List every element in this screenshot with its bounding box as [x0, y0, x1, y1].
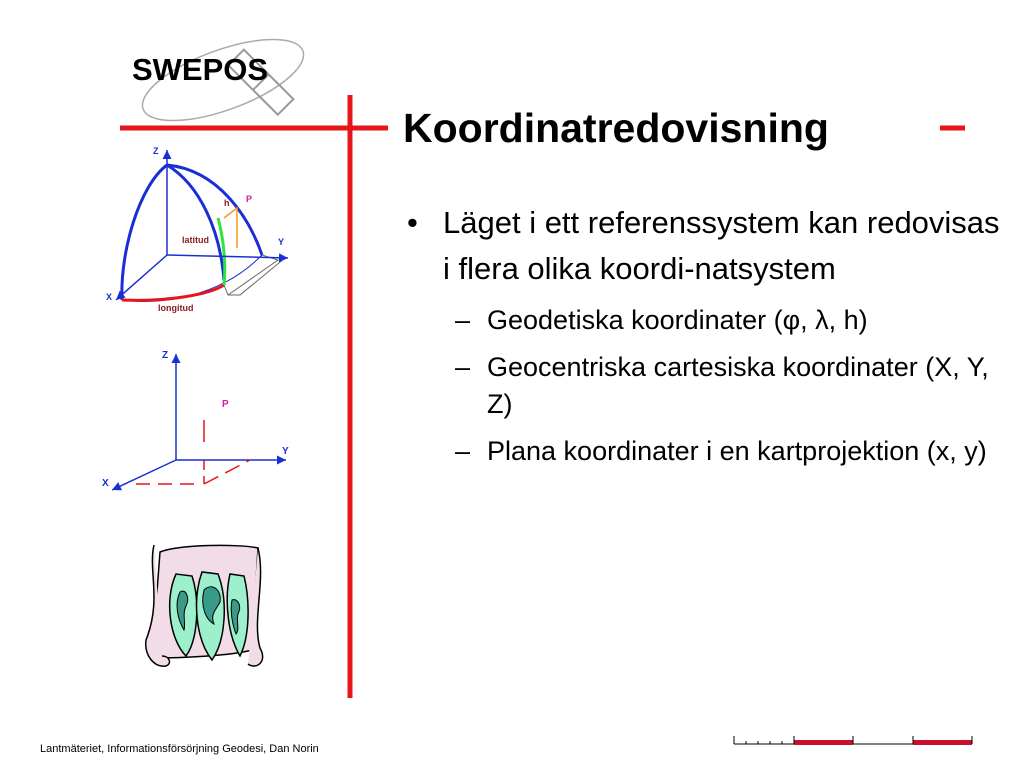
sub-bullet-dash: –	[455, 352, 471, 382]
sub-bullet-text: Geodetiska koordinater (φ, λ, h)	[487, 305, 868, 335]
map-projection-scroll-image	[140, 540, 275, 675]
cartesian-coordinates-diagram	[98, 342, 302, 494]
sub-bullet-geodetic	[403, 302, 1003, 339]
bullet-main	[403, 200, 1003, 292]
bullet-dot: •	[407, 205, 418, 240]
slide-title: Koordinatredovisning	[403, 105, 829, 151]
bullet-list	[403, 200, 1003, 470]
geodetic-h-label: h	[224, 198, 230, 208]
geodetic-x-label: X	[106, 292, 113, 302]
sub-bullet-planar	[403, 433, 1003, 470]
geodetic-latitude-label: latitud	[182, 235, 209, 245]
bullet-main-text: Läget i ett referenssystem kan redovisas i flera olika koordi-natsystem	[443, 205, 1000, 286]
footer-text: Lantmäteriet, Informationsförsörjning Geodesi, Dan Norin	[40, 743, 319, 755]
sub-bullet-text: Plana koordinater i en kartprojektion (x, y)	[487, 436, 987, 466]
swepos-logo	[128, 30, 318, 125]
cartesian-p-label: P	[222, 399, 229, 410]
logo-text: SWEPOS	[132, 52, 269, 87]
geodetic-p-label: P	[246, 194, 253, 204]
sub-bullet-dash: –	[455, 305, 471, 335]
cartesian-z-label: Z	[162, 350, 169, 361]
geodetic-z-label: Z	[153, 146, 159, 156]
sub-bullet-cartesian	[403, 349, 1003, 423]
sub-bullet-dash: –	[455, 436, 471, 466]
scale-bar	[733, 730, 973, 746]
geodetic-longitude-label: longitud	[158, 303, 194, 313]
cartesian-y-label: Y	[282, 446, 289, 457]
geodetic-coordinates-diagram	[100, 140, 310, 320]
sub-bullet-text: Geocentriska cartesiska koordinater (X, Y, Z)	[487, 352, 989, 419]
cartesian-x-label: X	[102, 478, 109, 489]
geodetic-y-label: Y	[278, 237, 285, 247]
